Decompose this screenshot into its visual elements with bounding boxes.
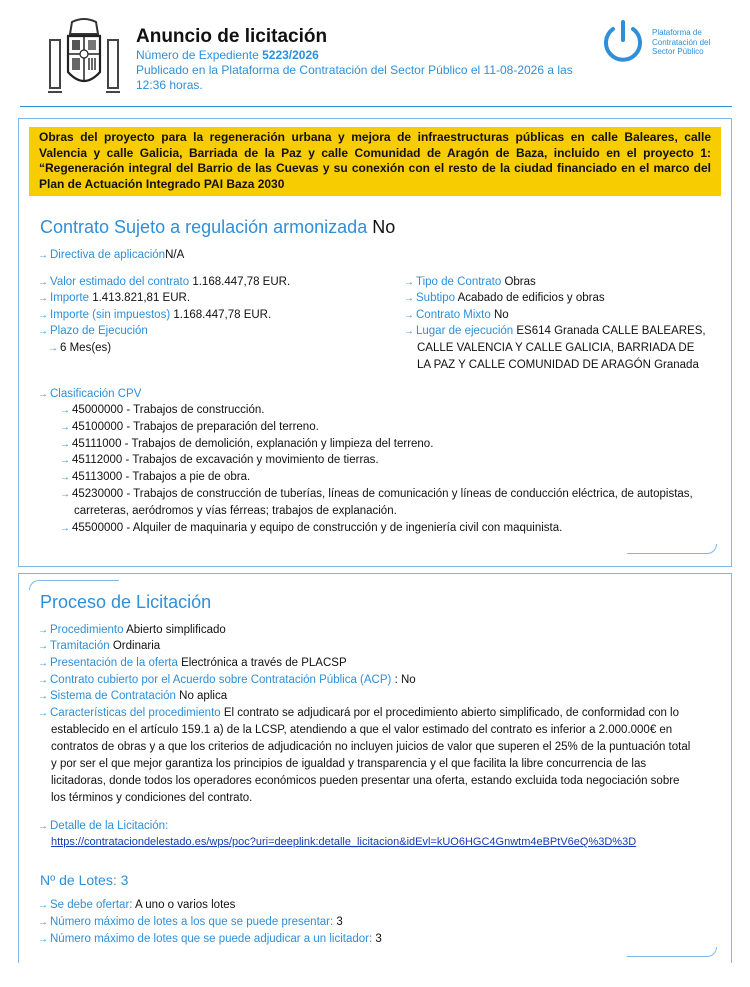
subtipo-row [404,290,605,307]
importe-label: Importe [50,292,89,304]
tipo-label: Tipo de Contrato [416,276,502,288]
arrow-right-icon: → [38,625,48,636]
caracteristicas-row [38,705,679,722]
cpv-item: 45230000 - Trabajos de construcción de tuberías, líneas de comunicación y líneas de conducción eléctrica, de autopistas, [72,488,693,500]
valor-row [38,274,290,291]
presentacion-value: Electrónica a través de PLACSP [181,657,347,669]
lugar-value-2: CALLE VALENCIA Y CALLE GALICIA, BARRIADA DE [417,342,695,354]
sistema-label: Sistema de Contratación [50,690,176,702]
presentacion-row [38,655,347,672]
sistema-value: No aplica [179,690,228,702]
arrow-right-icon: → [38,293,48,304]
importe-row [38,290,190,307]
mixto-label: Contrato Mixto [416,309,491,321]
arrow-right-icon: → [60,422,70,433]
max-presentar-label: Número máximo de lotes a los que se puede presentar: [50,916,334,928]
page-header [0,0,750,108]
arrow-right-icon: → [60,472,70,483]
detalle-row [38,818,168,835]
detalle-licitacion-link[interactable]: https://contrataciondelestado.es/wps/poc?uri=deeplink:detalle_licitacion&idEvl=kUO6HGC4Gnwtm4eBPtV6eQ%3D%3D [51,836,637,848]
arrow-right-icon: → [60,455,70,466]
section-title-contrato [40,217,395,238]
proceso-panel [18,573,732,963]
lotes-title: Nº de Lotes: 3 [40,872,129,888]
cpv-row [38,386,141,403]
arrow-right-icon: → [38,917,48,928]
caracteristicas-text: El contrato se adjudicará por el procedimiento abierto simplificado, de conformidad con lo [223,707,680,719]
tipo-row [404,274,536,291]
arrow-right-icon: → [60,523,70,534]
arrow-right-icon: → [38,708,48,719]
cpv-item: 45113000 - Trabajos a pie de obra. [72,471,251,483]
tipo-value: Obras [504,276,536,288]
caracteristicas-text: contratos de obras y a que los criterios de adjudicación no incluyen juicios de valor que superen el 25% de la puntuación total [51,741,691,753]
page-title: Anuncio de licitación [136,26,328,47]
contrato-title-value: No [372,217,396,237]
detalle-link-row [51,834,636,850]
platform-logo-text: Plataforma de Contratación del Sector Público [652,28,711,56]
arrow-right-icon: → [38,641,48,652]
tramitacion-row [38,638,160,655]
arrow-right-icon: → [48,343,58,354]
list-item [60,469,250,486]
panel-decoration [627,544,717,554]
list-item [60,419,319,436]
coat-of-arms-icon [46,18,122,98]
arrow-right-icon: → [38,326,48,337]
cpv-label: Clasificación CPV [50,388,142,400]
importe-sin-row [38,307,271,324]
lugar-value-3: LA PAZ Y CALLE COMUNIDAD DE ARAGÓN Granada [417,359,699,371]
cpv-item: 45500000 - Alquiler de maquinaria y equipo de construcción y de ingeniería civil con maquinista. [72,522,563,534]
plazo-row [38,323,148,340]
subtipo-label: Subtipo [416,292,456,304]
valor-value: 1.168.447,78 EUR. [192,276,291,288]
arrow-right-icon: → [404,277,414,288]
max-adjudicar-row [38,931,382,948]
arrow-right-icon: → [38,675,48,686]
arrow-right-icon: → [38,250,48,261]
arrow-right-icon: → [38,389,48,400]
contract-panel [18,118,732,567]
header-divider [20,106,732,107]
sistema-row [38,688,227,705]
list-item [60,486,693,503]
list-item [60,452,379,469]
arrow-right-icon: → [38,691,48,702]
arrow-right-icon: → [38,934,48,945]
procedimiento-row [38,622,226,639]
ofertar-label: Se debe ofertar: [50,899,133,911]
max-presentar-row [38,914,343,931]
plazo-value-row [48,340,111,357]
arrow-right-icon: → [38,277,48,288]
max-presentar-value: 3 [336,916,343,928]
mixto-value: No [493,309,509,321]
procedimiento-value: Abierto simplificado [126,624,226,636]
plazo-value: 6 Mes(es) [60,342,112,354]
list-item [60,520,562,537]
panel-decoration [627,947,717,957]
max-adjudicar-label: Número máximo de lotes que se puede adjudicar a un licitador: [50,933,373,945]
arrow-right-icon: → [60,439,70,450]
importe-sin-value: 1.168.447,78 EUR. [173,309,272,321]
arrow-right-icon: → [404,293,414,304]
arrow-right-icon: → [38,821,48,832]
ofertar-row [38,897,235,914]
tramitacion-value: Ordinaria [112,640,161,652]
acp-label: Contrato cubierto por el Acuerdo sobre Contratación Pública (ACP) [50,674,392,686]
arrow-right-icon: → [404,326,414,337]
list-item [60,402,264,419]
acp-value: : No [394,674,416,686]
presentacion-label: Presentación de la oferta [50,657,178,669]
expediente-label: Número de Expediente [136,48,259,62]
list-item [60,436,433,453]
importe-value: 1.413.821,81 EUR. [92,292,191,304]
directiva-label: Directiva de aplicación [50,249,166,261]
directiva-value: N/A [165,249,185,261]
cpv-item-continuation: carreteras, aeródromos y vías férreas; trabajos de explanación. [74,505,397,517]
arrow-right-icon: → [38,310,48,321]
caracteristicas-text: establecido en el artículo 159.1 a) de la LCSP, atendiendo a que el valor estimado del contrato es inferior a 2.000.000€ en [51,724,673,736]
tramitacion-label: Tramitación [50,640,110,652]
cpv-item: 45111000 - Trabajos de demolición, explanación y limpieza del terreno. [72,438,434,450]
contract-object-banner: Obras del proyecto para la regeneración urbana y mejora de infraestructuras públicas en calle Baleares, calle Valencia y calle Galicia, Barriada de la Paz y calle Comunidad de Aragón de Baza, incluido en el proyecto 1: “Regeneración integral del Barrio de las Cuevas y su conexión con el resto de la ciudad financiado en el marco del Plan de Actuación Integrado PAI Baza 2030 [29,127,721,196]
lugar-row [404,323,706,340]
subtipo-value: Acabado de edificios y obras [457,292,605,304]
panel-decoration [29,580,119,590]
cpv-item: 45100000 - Trabajos de preparación del terreno. [72,421,319,433]
caracteristicas-text: y por ser el que mejor garantiza los principios de igualdad y transparencia y el que facilita la libre concurrencia de las [51,758,647,770]
arrow-right-icon: → [38,900,48,911]
lugar-value-1: ES614 Granada CALLE BALEARES, [516,325,706,337]
procedimiento-label: Procedimiento [50,624,124,636]
cpv-item: 45000000 - Trabajos de construcción. [72,404,265,416]
caracteristicas-text: licitadoras, donde todos los operadores económicos pueden presentar una oferta, estando excluida toda negociación sobre [51,775,680,787]
section-title-proceso: Proceso de Licitación [40,592,212,612]
arrow-right-icon: → [404,310,414,321]
expediente-line [136,48,319,63]
arrow-right-icon: → [38,658,48,669]
published-line: Publicado en la Plataforma de Contratación del Sector Público el 11-08-2026 a las 12:36 horas. [136,63,573,92]
plazo-label: Plazo de Ejecución [50,325,148,337]
arrow-right-icon: → [60,405,70,416]
lugar-label: Lugar de ejecución [416,325,514,337]
ofertar-value: A uno o varios lotes [135,899,236,911]
arrow-right-icon: → [60,489,70,500]
detalle-label: Detalle de la Licitación: [50,820,169,832]
caracteristicas-label: Características del procedimiento [50,707,221,719]
valor-label: Valor estimado del contrato [50,276,190,288]
max-adjudicar-value: 3 [375,933,382,945]
contrato-title-label: Contrato Sujeto a regulación armonizada [40,217,368,237]
cpv-item: 45112000 - Trabajos de excavación y movimiento de tierras. [72,454,379,466]
expediente-value: 5223/2026 [262,48,319,62]
directiva-row [38,247,184,264]
caracteristicas-text: los términos y condiciones del contrato. [51,792,253,804]
mixto-row [404,307,509,324]
importe-sin-label: Importe (sin impuestos) [50,309,171,321]
acp-row [38,672,416,689]
